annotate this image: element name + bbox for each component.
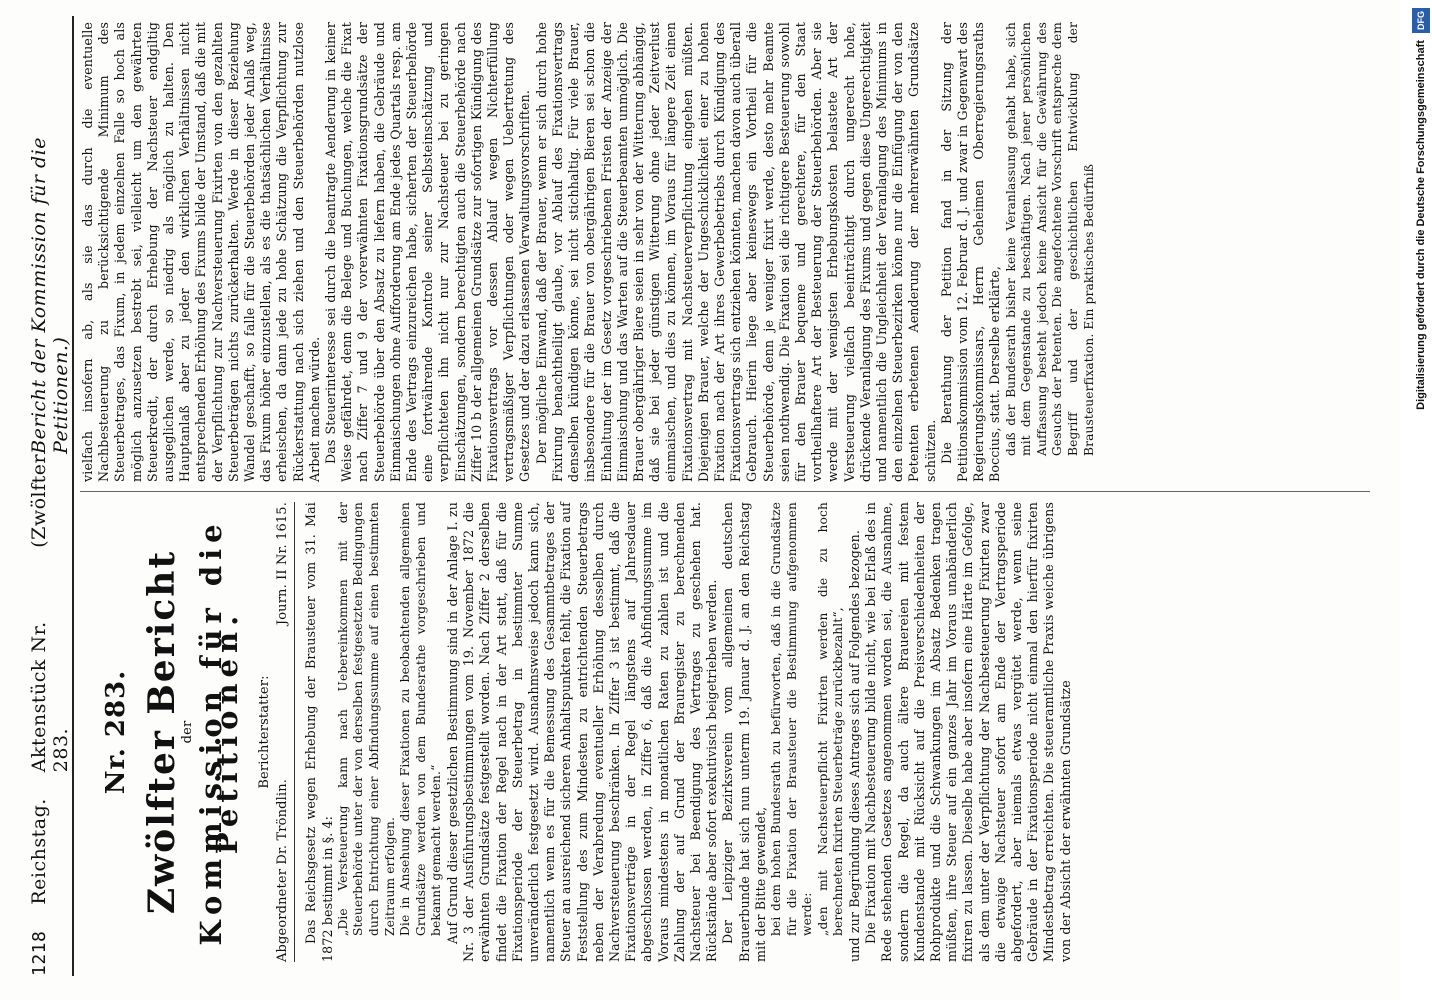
document-number-heading: Nr. 283. xyxy=(101,669,131,795)
digitization-credit xyxy=(1412,8,1430,988)
petition-request: bei dem hohen Bundesrath zu befürworten, daß in die Grundsätze für die Fixation der Brausteuer die Bestimmung aufgenommen werde: xyxy=(769,502,815,936)
quote: daß der Bundesrath bisher keine Veranlassung gehabt habe, sich mit dem Gegenstande zu beschäftigen. Nach jener persönlichen Auffassung besteht jedoch keine Ansicht für die Gewährung des Gesuchs der Petenten. Die angefochtene Vorschrift entspreche dem Begriff und der geschichtlichen Entwicklung der Brausteuerfixation. Ein praktisches Bedürfniß xyxy=(1003,22,1096,456)
credit-text: Digitalisierung gefördert durch die Deutsche Forschungsgemeinschaft xyxy=(1415,40,1427,410)
header-series: (Zwölfter xyxy=(28,453,50,548)
commission-title: Kommission für die Petitionen. xyxy=(193,518,244,946)
paragraph: Auf Grund dieser gesetzlichen Bestimmung sind in der Anlage I. zu Nr. 3 der Ausführungsbestimmungen vom 19. November 1872 die erwähnten Grundsätze festgestellt worden. Nach Ziffer 2 derselben findet die Fixation der Regel nach in der Art statt, daß für die Fixationsperiode der Steuerbetrag in bestimmter Summe unveränderlich festgesetzt wird. Ausnahmsweise jedoch kann sich, namentlich wenn es für die Bemessung des Gesammtbetrages der Steuer an ausreichend sicheren Anhaltspunkten fehlt, die Fixation auf Feststellung des zum Mindesten zu entrichtenden Steuerbetrags neben der Verabredung eventueller Erhöhung desselben durch Nachversteuerung beschränken. In Ziffer 3 ist bestimmt, daß die Fixationsverträge in der Regel längstens auf Jahresdauer abgeschlossen werden, in Ziffer 6, daß die Abfindungssumme im Voraus mindestens in monatlichen Raten zu zahlen ist und die Zahlung der auf Grund der Brauregister zu berechnenden Nachsteuer bei Beendigung des Vertrages zu geschehen hat. Rückstände aber sofort exekutivisch beigetrieben werden. xyxy=(444,502,720,962)
quote: „den mit Nachsteuerpflicht Fixirten werden die zu hoch berechneten fixirten Steuerbeträge zurückbezahlt“, xyxy=(815,502,846,936)
header-reichstag: Reichstag. xyxy=(28,798,50,905)
reporter-name: Abgeordneter Dr. Tröndlin. xyxy=(275,778,291,962)
running-header xyxy=(28,16,74,976)
quote: „Die Versteuerung kann nach Uebereinkommen mit der Steuerbehörde unter der von derselben festgesetzten Bedingungen durch Entrichtung einer Abfindungssumme auf einen bestimmten Zeitraum erfolgen. xyxy=(335,502,397,936)
journal-number: Journ. II Nr. 1615. xyxy=(275,502,291,626)
title-der: der xyxy=(180,720,196,744)
header-report-title: Bericht der Kommission für die Petitionen.) xyxy=(28,137,72,454)
paragraph: Die Fixation mit Nachbesteuerung bilde nicht, wie bei Erlaß des in Rede stehenden Gesetzes angenommen worden sei, die Ausnahme, sondern die Regel, da auch ältere Brauereien mit festem Kundenstande mit Rücksicht auf die Preisverschiedenheiten der Rohprodukte und die Schwankungen im Absatz Bedenken tragen müßten, ihre Steuer auf ein ganzes Jahr im Voraus unabänderlich fixiren zu lassen. Dieselbe habe aber insofern eine Härte im Gefolge, als dem unter der Verpflichtung der Nachbesteuerung Fixirten zwar die etwaige Nachsteuer sofort am Ende der Vertragsperiode abgefordert, aber niemals etwas vergütet werde, wenn seine Gebräude in der Fixationsperiode nicht einmal den hierfür fixirten Mindestbetrag erreichten. Die steueramtliche Praxis weiche übrigens von der Absicht der erwähnten Grundsätze xyxy=(863,502,1073,962)
reporter-label: Berichterstatter: xyxy=(257,675,273,789)
paragraph: Der mögliche Einwand, daß der Brauer, wenn er sich durch hohe Fixirung benachtheiligt glaube, vor Ablauf des Fixationsvertrags denselben kündigen könne, sei nicht stichhaltig. Für viele Brauer, insbesondere für die Brauer von obergährigen Bieren sei schon die Einhaltung der im Gesetz vorgeschriebenen Fristen der Anzeige der Einmaischung und das Warten auf die Steuerbeamten unmöglich. Die Brauer obergähriger Biere seien in sehr von der Witterung abhängig, daß sie bei jeder günstigen Witterung ohne jeder Zeitverlust einmaischen, und dies zu können, im Voraus für längere Zeit einen Fixationsvertrag mit Nachsteuerverpflichtung eingehen müßten. Diejenigen Brauer, welche der Ungeschicklichkeit einer zu hohen Fixation nach der Art ihres Gewerbebetriebs durch Kündigung des Fixationsvertrags sich entziehen könnten, machen davon auch überall Gebrauch. Hierin liege aber keineswegs ein Vortheil für die Steuerbehörde, denn je weniger fixirt werde, desto mehr Beamte seien nothwendig. Die Fixation sei die richtigere Besteuerung sowohl für den Brauer bequeme und gerechtere, für den Staat vortheilhaftere Art der Besteuerung der Steuerbehörden. Aber sie werde mit der wenigsten Erhebungskosten belastete Art der Versteuerung vielfach beeinträchtigt durch ungerecht hohe, drückende Veranlagung des Fixums und gegen diese Ungerechtigkeit und namentlich die Ungleichheit der Veranlagung des Minimums in den einzelnen Steuerbezirken könne nur die Einfügung der von den Petenten erbetenen Aenderung der mehrerwähnten Grundsätze schützen. xyxy=(533,22,938,482)
report-title: Zwölfter Bericht xyxy=(141,549,184,915)
page-number: 1218 xyxy=(29,930,50,976)
reporter-line xyxy=(275,502,295,962)
left-column xyxy=(80,502,1074,962)
quote: Die in Ansehung dieser Fixationen zu beobachtenden allgemeinen Grundsätze werden von dem Bundesrathe vorgeschrieben und bekannt gemacht werden.“ xyxy=(398,502,444,936)
column-divider xyxy=(80,491,1370,492)
paragraph: Das Reichsgesetz wegen Erhebung der Brausteuer vom 31. Mai 1872 bestimmt in §. 4: xyxy=(303,502,335,962)
paragraph: vielfach insofern ab, als sie das durch die eventuelle Nachbesteuerung zu berücksichtigende Minimum des Steuerbetrages, das Fixum, in jedem einzelnen Falle so hoch als möglich anzusetzen bestrebt sei, vielleicht um den gewährten Steuerkredit, der durch Erhebung der Nachsteuer endgiltig ausgeglichen werde, so niedrig als möglich zu halten. Den Hauptanlaß aber zu jeder den wirklichen Verhältnissen nicht entsprechenden Erhöhung des Fixums bilde der Umstand, daß die mit der Verpflichtung zur Nachversteuerung Fixirten von den gezahlten Steuerbeträgen nichts zurückerhalten. Werde in dieser Beziehung Wandel geschafft, so falle für die Steuerbehörden jeder Anlaß weg, das Fixum höher einzustellen, als es die thatsächlichen Verhältnisse erheischen, da dann jede zu hohe Schätzung die Verpflichtung zur Rückerstattung nach sich ziehen und den Steuerbehörden nutzlose Arbeit machen würde. xyxy=(80,22,322,482)
paragraph: Die Berathung der Petition fand in der Sitzung der Petitionskommission vom 12. Februar d. J. und zwar in Gegenwart des Regierungskommissars, Herrn Geheimen Oberregierungsraths Boccius, statt. Derselbe erklärte, xyxy=(938,22,1003,482)
paragraph: Das Steuerinteresse sei durch die beantragte Aenderung in keiner Weise gefährdet, denn die Belege und Buchungen, welche die Fixat nach Ziffer 7 und 9 der vorerwähnten Fixationsgrundsätze der Steuerbehörde über den Absatz zu liefern haben, die Gebräude und Einmaischungen ohne Aufforderung am Ende jedes Quartals resp. am Ende des Vertrags einzureichen habe, sicherten der Steuerbehörde eine fortwährende Kontrole seiner Selbsteinschätzung und verpflichteten ihn nicht nur zur Nachsteuer bei zu geringen Einschätzungen, sondern berechtigten auch die Steuerbehörde nach Ziffer 10 b der allgemeinen Grundsätze zur sofortigen Kündigung des Fixationsvertrags vor dessen Ablauf wegen Nichterfüllung vertragsmäßiger Verpflichtungen oder wegen Uebertretung des Gesetzes und der dazu erlassenen Verwaltungsvorschriften. xyxy=(323,22,533,482)
paragraph: Der Leipziger Bezirksverein vom allgemeinen deutschen Brauerbunde hat sich nun unterm 19. Januar d. J. an den Reichstag mit der Bitte gewendet, xyxy=(720,502,768,962)
dfg-logo: DFG xyxy=(1412,8,1430,33)
header-document-number: Aktenstück Nr. 283. xyxy=(28,621,72,773)
paragraph: und zur Begründung dieses Antrages sich auf Folgendes bezogen. xyxy=(847,530,863,962)
right-column xyxy=(80,22,1097,482)
